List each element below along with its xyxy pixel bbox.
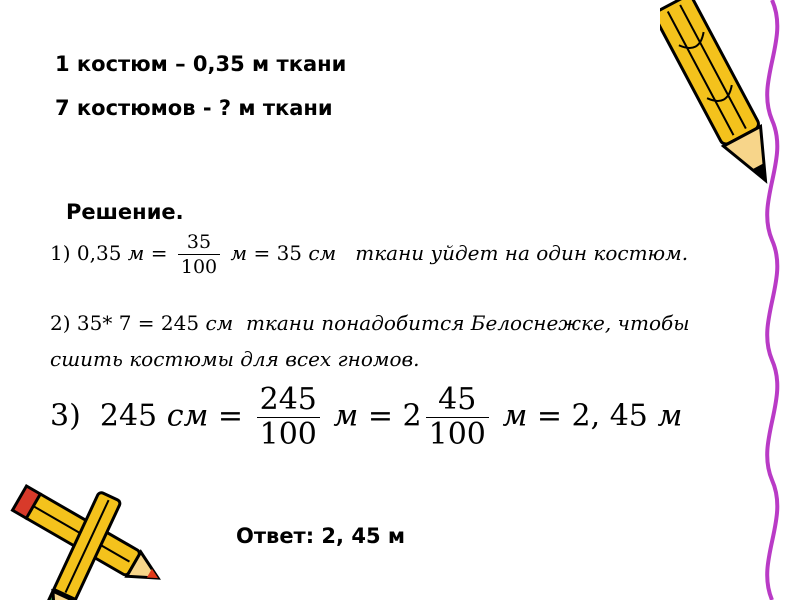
unit: см (205, 311, 234, 335)
denominator: 100 (428, 417, 486, 452)
step-expression: 35* 7 = 245 (76, 311, 200, 335)
denominator: 100 (180, 256, 218, 278)
unit: м (657, 398, 683, 434)
solution-step-2-line-1 (50, 311, 689, 335)
equals-sign: = (536, 398, 562, 434)
equals-sign: = (367, 398, 393, 434)
unit: см (308, 241, 337, 265)
fraction (257, 383, 320, 452)
step-result: 35 (276, 241, 303, 265)
step-value: 0,35 (76, 241, 122, 265)
solution-step-3 (50, 383, 682, 452)
numerator: 245 (257, 383, 320, 418)
solution-step-2-line-2: сшить костюмы для всех гномов. (50, 347, 420, 371)
numerator: 45 (426, 383, 489, 418)
mixed-whole: 2 (402, 398, 422, 434)
step-result: 2, 45 (571, 398, 648, 434)
equals-sign: = (217, 398, 244, 434)
step-label: 1) (50, 241, 71, 265)
unit: м (127, 241, 145, 265)
step-label: 2) (50, 311, 71, 335)
fraction (178, 230, 220, 279)
condition-line-2: 7 костюмов - ? м ткани (55, 96, 333, 120)
fraction (426, 383, 489, 452)
unit: м (502, 398, 528, 434)
step-value: 245 (99, 398, 158, 434)
answer: Ответ: 2, 45 м (236, 524, 406, 548)
step-label: 3) (50, 398, 81, 434)
unit: м (333, 398, 359, 434)
equals-sign: = (150, 241, 168, 265)
pencils-icon (0, 480, 170, 600)
unit: м (230, 241, 248, 265)
pencil-icon (660, 0, 790, 200)
solution-step-1 (50, 230, 688, 279)
step-text: ткани понадобится Белоснежке, чтобы (245, 311, 690, 335)
solution-heading: Решение. (66, 200, 184, 224)
step-text: ткани уйдет на один костюм. (355, 241, 689, 265)
denominator: 100 (259, 417, 317, 452)
equals-sign: = (253, 241, 271, 265)
unit: см (166, 398, 209, 434)
numerator: 35 (178, 230, 220, 255)
condition-line-1: 1 костюм – 0,35 м ткани (55, 52, 347, 76)
